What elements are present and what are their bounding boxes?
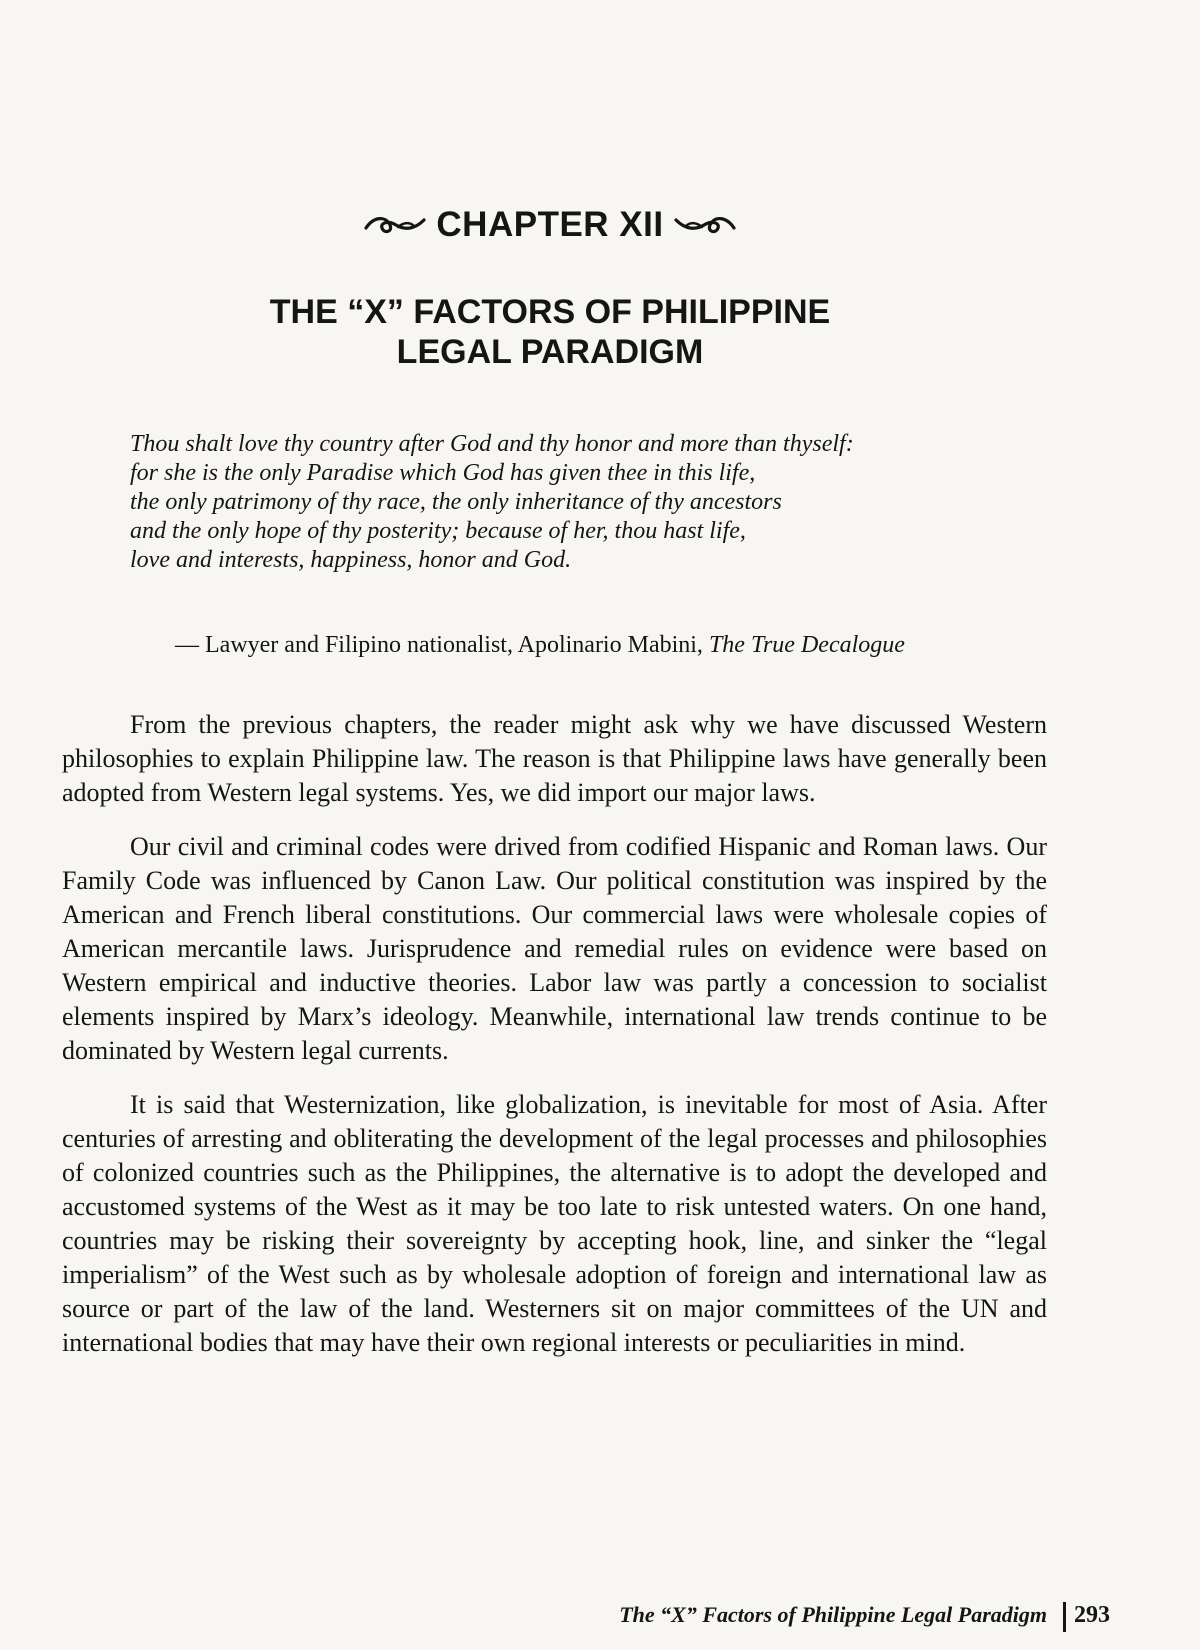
chapter-title-line-1: THE “X” FACTORS OF PHILIPPINE (269, 293, 831, 331)
epigraph-line: love and interests, happiness, honor and God. (130, 547, 572, 573)
flourish-right-icon (674, 207, 736, 247)
epigraph-line: for she is the only Paradise which God has given thee in this life, (130, 460, 756, 486)
epigraph-line: the only patrimony of thy race, the only inheritance of thy ancestors (130, 489, 782, 515)
footer-divider (1063, 1602, 1066, 1632)
chapter-title (0, 292, 1100, 372)
attribution-text: — Lawyer and Filipino nationalist, Apolinario Mabini, (175, 632, 709, 658)
paragraph: From the previous chapters, the reader might ask why we have discussed Western philosophies to explain Philippine law. The reason is that Philippine laws have generally been adopted from Western legal systems. Yes, we did import our major laws. (62, 710, 1047, 807)
flourish-left-icon (364, 207, 426, 247)
body-text (62, 708, 1047, 1380)
running-title: The “X” Factors of Philippine Legal Paradigm (619, 1602, 1047, 1628)
chapter-label: CHAPTER XII (436, 205, 664, 244)
chapter-title-line-2: LEGAL PARADIGM (396, 333, 704, 371)
page-number: 293 (1074, 1602, 1110, 1629)
epigraph-line: Thou shalt love thy country after God and thy honor and more than thyself: (130, 431, 854, 457)
paragraph: It is said that Westernization, like globalization, is inevitable for most of Asia. After centuries of arresting and obliterating the development of the legal processes and philosophies of colonized countries such as the Philippines, the alternative is to adopt the developed and accustomed systems of the West as it may be too late to risk untested waters. On one hand, countries may be risking their sovereignty by accepting hook, line, and sinker the “legal imperialism” of the West such as by wholesale adoption of foreign and international law as source or part of the law of the land. Westerners sit on major committees of the UN and international bodies that may have their own regional interests or peculiarities in mind. (62, 1090, 1047, 1357)
paragraph: Our civil and criminal codes were drived from codified Hispanic and Roman laws. Our Family Code was influenced by Canon Law. Our political constitution was inspired by the American and French liberal constitutions. Our commercial laws were wholesale copies of American mercantile laws. Jurisprudence and remedial rules on evidence were based on Western empirical and inductive theories. Labor law was partly a concession to socialist elements inspired by Marx’s ideology. Meanwhile, international law trends continue to be dominated by Western legal currents. (62, 832, 1047, 1065)
chapter-heading (0, 205, 1100, 247)
epigraph-attribution (175, 632, 1055, 659)
epigraph (130, 430, 1030, 575)
attribution-work-title: The True Decalogue (708, 632, 905, 658)
epigraph-line: and the only hope of thy posterity; because of her, thou hast life, (130, 518, 746, 544)
page-footer (0, 1602, 1110, 1632)
